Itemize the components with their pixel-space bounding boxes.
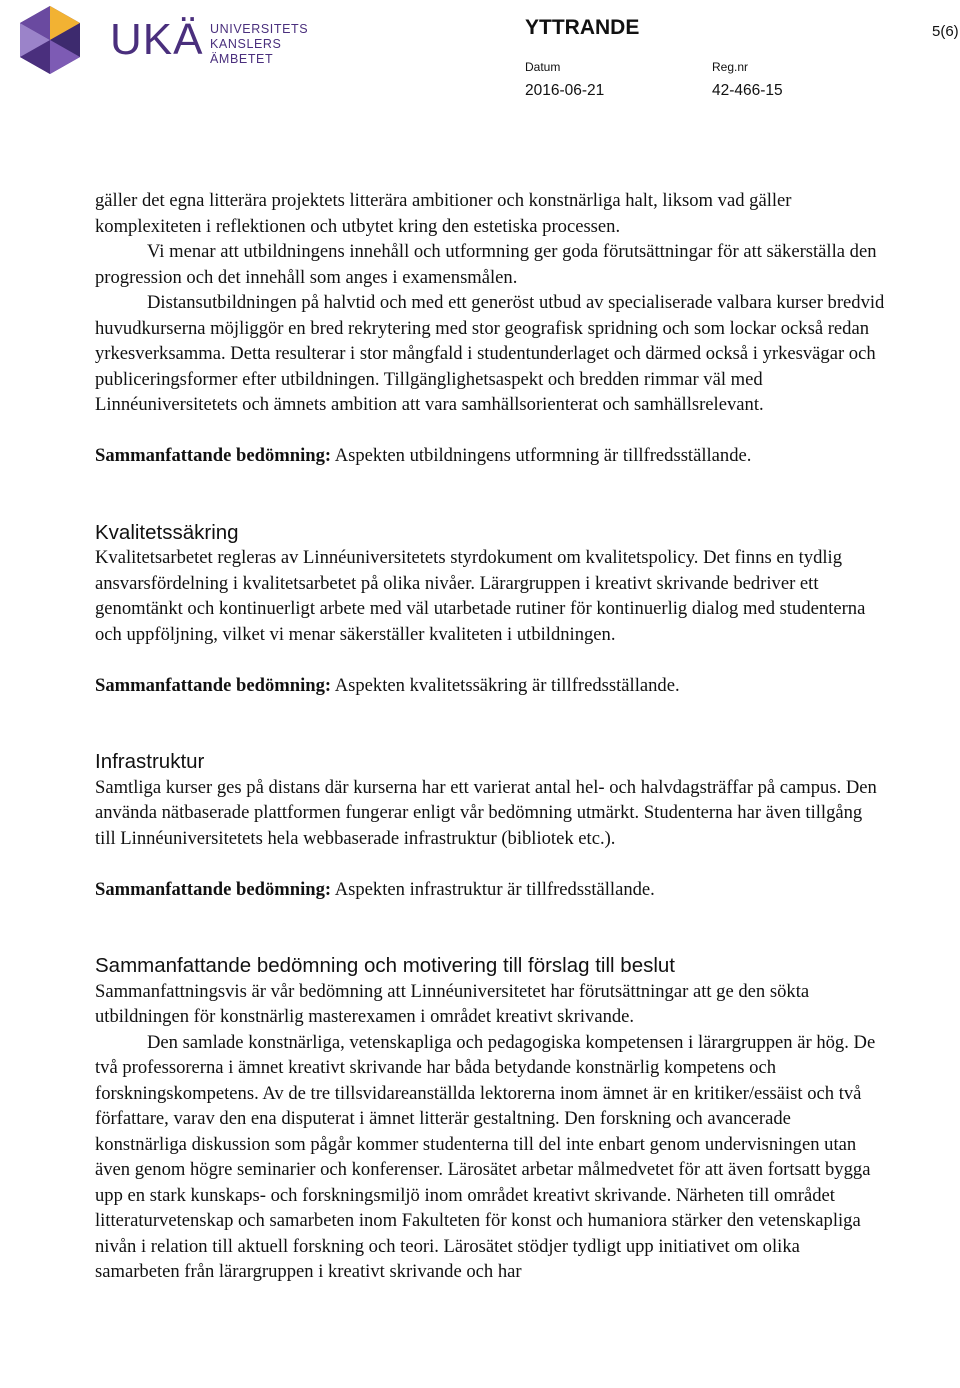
summary-label: Sammanfattande bedömning: xyxy=(95,674,332,696)
paragraph: Distansutbildningen på halvtid och med ett generöst utbud av specialiserade valbara kurser bredvid huvudkurserna möjliggör en bred rekrytering med stor geografisk spridning och som lockar också redan yrkesverksamma. Detta resulterar i stor mångfald i studentunderlaget och därmed också i yrkesvägar och publiceringsformer efter utbildningen. Tillgänglighetsaspekt och bredden rimmar väl med Linnéuniversitetets och ämnets ambition att vara samhällsorienterat och samhällsrelevant. xyxy=(95,292,885,415)
date-label: Datum xyxy=(525,60,561,74)
paragraph: gäller det egna litterära projektets litterära ambitioner och konstnärliga halt, liksom vad gäller komplexiteten i reflektionen och utbytet kring den estetiska processen. xyxy=(95,190,792,237)
document-body xyxy=(95,188,885,1285)
document-type: YTTRANDE xyxy=(525,16,640,39)
hexagon-logo-icon xyxy=(18,4,82,76)
logo-text: UNIVERSITETS KANSLERS ÄMBETET xyxy=(210,22,309,66)
summary-text: Aspekten infrastruktur är tillfredsställande. xyxy=(331,878,655,900)
summary-assessment xyxy=(95,443,885,469)
summary-text: Aspekten utbildningens utformning är tillfredsställande. xyxy=(331,445,752,466)
section-heading: Kvalitetssäkring xyxy=(95,520,239,544)
summary-label: Sammanfattande bedömning: xyxy=(95,445,332,466)
paragraph: Den samlade konstnärliga, vetenskapliga och pedagogiska kompetensen i lärargruppen är hög. De två professorerna i ämnet kreativt skrivande har båda betydande konstnärlig kompetens och forskningskompetens. Av de tre tillsvidareanställda lektorerna inom ämnet är en kritiker/essäist och två författare, varav den ena disputerat i ämnet litterär gestaltning. Den forskning och avancerade konstnärliga diskussion som pågår kommer studenterna till del inte enbart genom undervisningen utan även genom högre seminarier och konferenser. Lärosätet arbetar målmedvetet för att även fortsatt bygga upp en stark kunskaps- och forskningsmiljö inom området kreativt skrivande. Närheten till området litteraturvetenskap och samarbeten inom Fakulteten för konst och humaniora stärker den vetenskapliga nivån i relation till aktuell forskning och teori. Lärosätet stödjer tydligt upp initiativet om olika samarbeten från lärargruppen i kreativt skrivande och har xyxy=(95,1031,876,1282)
summary-text: Aspekten kvalitetssäkring är tillfredsställande. xyxy=(331,674,680,696)
reg-value: 42-466-15 xyxy=(712,82,783,99)
paragraph: Sammanfattningsvis är vår bedömning att Linnéuniversitetet har förutsättningar att ge den sökta utbildningen för konstnärlig masterexamen i området kreativt skrivande. xyxy=(95,980,810,1027)
logo-wordmark: UKÄ xyxy=(110,15,204,64)
page-number: 5(6) xyxy=(932,23,959,40)
summary-assessment xyxy=(95,877,885,903)
page-header xyxy=(0,0,960,120)
date-value: 2016-06-21 xyxy=(525,82,605,99)
paragraph: Vi menar att utbildningens innehåll och utformning ger goda förutsättningar för att säkerställa den progression och det innehåll som anges i examensmålen. xyxy=(95,241,877,288)
uka-logo xyxy=(18,4,309,76)
section-heading: Sammanfattande bedömning och motivering till förslag till beslut xyxy=(95,954,675,977)
paragraph: Samtliga kurser ges på distans där kurserna har ett varierat antal hel- och halvdagsträffar på campus. Den använda nätbaserade plattformen fungerar enligt vår bedömning utmärkt. Studenterna har även tillgång till Linnéuniversitetets hela webbaserade infrastruktur (bibliotek etc.). xyxy=(95,776,877,849)
summary-label: Sammanfattande bedömning: xyxy=(95,878,332,900)
summary-assessment xyxy=(95,673,885,699)
section-heading: Infrastruktur xyxy=(95,750,205,773)
paragraph: Kvalitetsarbetet regleras av Linnéuniversitetets styrdokument om kvalitetspolicy. Det finns en tydlig ansvarsfördelning i kvalitetsarbetet på olika nivåer. Lärargruppen i kreativt skrivande bedriver ett genomtänkt och kontinuerligt arbete med väl utarbetade rutiner för kontinuerlig dialog med studenterna och uppföljning, vilket vi menar säkerställer kvaliteten i utbildningen. xyxy=(95,547,866,645)
reg-label: Reg.nr xyxy=(712,60,749,74)
